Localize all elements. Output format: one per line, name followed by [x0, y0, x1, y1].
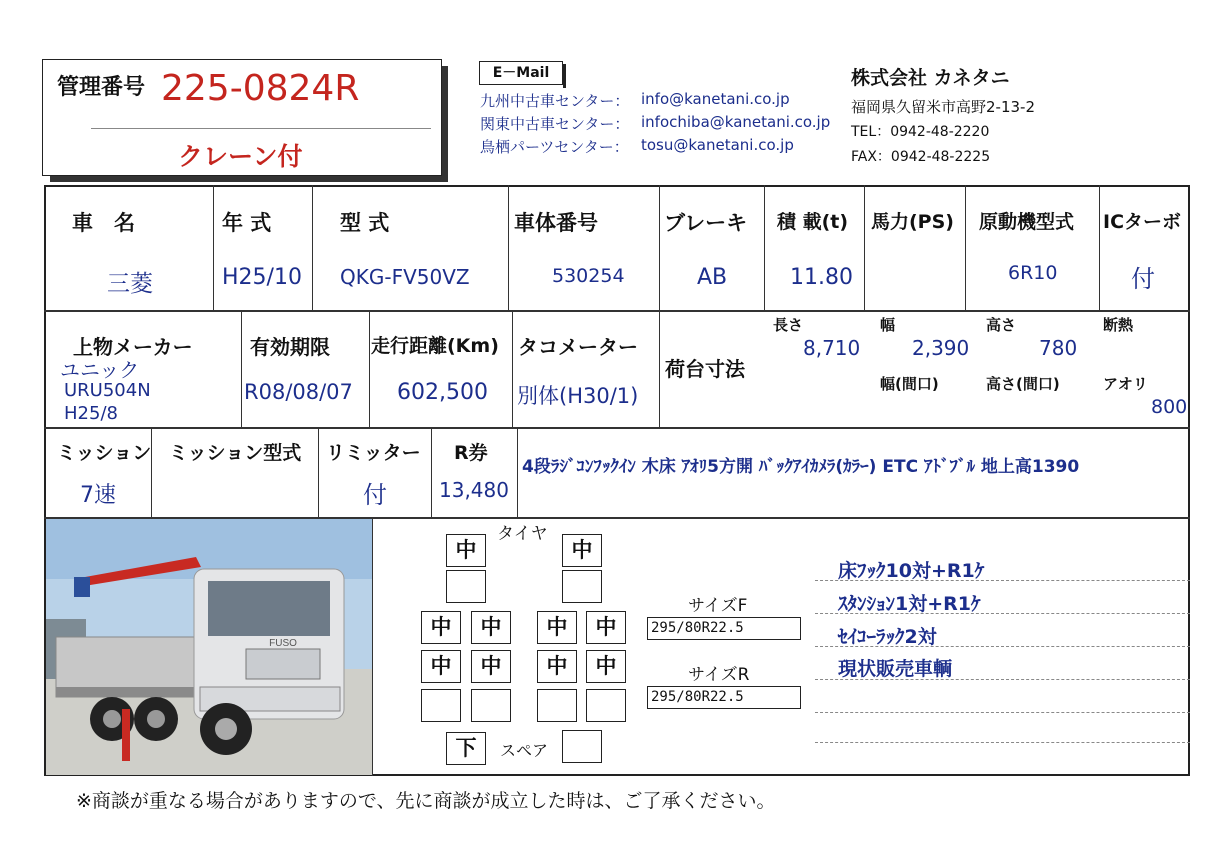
row1-sep-3	[508, 185, 509, 310]
mgmt-box	[42, 59, 442, 176]
label-mileage: 走行距離(Km)	[371, 335, 499, 357]
row1-sep-2	[312, 185, 313, 310]
label-length: 長さ	[773, 316, 804, 334]
label-aori: アオリ	[1103, 375, 1148, 393]
row1-sep-1	[213, 185, 214, 310]
equipment-notes: 4段ﾗｼﾞｺﾝﾌｯｸｲﾝ 木床 ｱｵﾘ5方開 ﾊﾞｯｸｱｲｶﾒﾗ(ｶﾗｰ) ETC ｱﾄﾞﾌﾞﾙ 地上高1390	[522, 457, 1080, 477]
tire-rear2-2: 中	[471, 650, 511, 683]
tire-front-right: 中	[562, 534, 602, 567]
truck-photo	[46, 519, 372, 775]
crane-label: クレーン付	[178, 142, 303, 171]
truck-photo-svg	[46, 519, 372, 775]
value-year: H25/10	[222, 265, 302, 290]
tire-front-left-2	[446, 570, 486, 603]
company-address: 福岡県久留米市高野2-13-2	[851, 98, 1035, 116]
value-inspection: R08/08/07	[244, 380, 353, 404]
tire-rear2-4: 中	[586, 650, 626, 683]
label-height: 高さ	[986, 316, 1017, 334]
note-line-6	[815, 742, 1190, 743]
email-label: E－Mail	[492, 65, 550, 81]
row3-sep-4	[517, 427, 518, 517]
tire-rear1-4: 中	[586, 611, 626, 644]
email-label-shadow	[563, 64, 566, 88]
email-label-box	[479, 61, 563, 85]
value-length: 8,710	[803, 336, 861, 360]
row2-sep-2	[369, 310, 370, 427]
center-tosu-email[interactable]: tosu@kanetani.co.jp	[641, 136, 794, 154]
value-r-ticket: 13,480	[439, 478, 509, 502]
label-year: 年 式	[222, 211, 272, 235]
row1-sep-8	[1099, 185, 1100, 310]
note-1: 床ﾌｯｸ10対+R1ｹ	[838, 560, 985, 582]
mgmt-label: 管理番号	[57, 75, 146, 100]
company-name: 株式会社 カネタニ	[851, 67, 1010, 89]
label-mission: ミッション	[57, 442, 152, 464]
tire-rear3-3	[537, 689, 577, 722]
size-f-label: サイズF	[688, 596, 748, 616]
value-limiter: 付	[363, 481, 387, 509]
row3-sep-2	[318, 427, 319, 517]
row1-sep-5	[764, 185, 765, 310]
value-aori: 800	[1151, 396, 1188, 418]
value-engine: 6R10	[1008, 262, 1058, 284]
value-maker: 三菱	[107, 271, 153, 297]
value-chassis: 530254	[552, 265, 625, 287]
tire-rear1-3: 中	[537, 611, 577, 644]
label-body-maker: 上物メーカー	[73, 335, 193, 359]
value-load: 11.80	[790, 265, 853, 290]
tire-spare: 下	[446, 732, 486, 765]
tire-rear2-1: 中	[421, 650, 461, 683]
size-r-label: サイズR	[688, 665, 750, 685]
value-mission: 7速	[80, 483, 116, 508]
tire-rear1-1: 中	[421, 611, 461, 644]
value-body-year: H25/8	[64, 403, 118, 424]
value-mileage: 602,500	[397, 380, 488, 405]
label-r-ticket: R券	[454, 442, 488, 464]
value-icturbo: 付	[1131, 265, 1155, 293]
tire-rear2-3: 中	[537, 650, 577, 683]
label-insulation: 断熱	[1103, 316, 1134, 334]
spare-label: スペア	[500, 741, 549, 760]
center-kanto-email[interactable]: infochiba@kanetani.co.jp	[641, 113, 831, 131]
row1-bottom	[44, 310, 1190, 312]
label-width-opening: 幅(間口)	[880, 375, 939, 393]
tire-rear1-2: 中	[471, 611, 511, 644]
label-hp: 馬力(PS)	[871, 211, 954, 233]
value-width: 2,390	[912, 336, 970, 360]
label-mission-type: ミッション型式	[169, 442, 302, 464]
row2-sep-4	[659, 310, 660, 427]
center-kyushu-name: 九州中古車センター：	[480, 92, 630, 110]
value-brake: AB	[697, 265, 728, 290]
tire-rear3-2	[471, 689, 511, 722]
footer-notice: ※商談が重なる場合がありますので、先に商談が成立した時は、ご了承ください。	[76, 790, 776, 812]
label-icturbo: ICターボ	[1103, 211, 1182, 233]
value-body-model: URU504N	[64, 380, 151, 401]
value-model: QKG-FV50VZ	[340, 265, 470, 289]
photo-divider	[372, 517, 373, 776]
mgmt-divider	[91, 128, 431, 129]
label-load: 積 載(t)	[777, 211, 849, 233]
row2-sep-3	[512, 310, 513, 427]
tire-front-left: 中	[446, 534, 486, 567]
label-inspection: 有効期限	[250, 335, 330, 359]
note-4: 現状販売車輌	[838, 658, 953, 680]
tire-rear3-1	[421, 689, 461, 722]
row1-sep-6	[864, 185, 865, 310]
size-r-value: 295/80R22.5	[647, 686, 801, 709]
label-model: 型 式	[340, 211, 390, 235]
label-width: 幅	[880, 316, 896, 334]
label-height-opening: 高さ(間口)	[986, 375, 1060, 393]
value-height: 780	[1039, 336, 1078, 360]
row1-sep-7	[965, 185, 966, 310]
label-tacho: タコメーター	[518, 335, 638, 359]
value-body-maker: ユニック	[60, 358, 140, 382]
row1-sep-4	[659, 185, 660, 310]
mgmt-number: 225-0824R	[161, 68, 360, 109]
label-brake: ブレーキ	[664, 211, 748, 235]
label-limiter: リミッター	[326, 442, 421, 464]
row3-sep-3	[431, 427, 432, 517]
truck-logo: FUSO	[269, 638, 297, 649]
row2-sep-1	[241, 310, 242, 427]
tire-front-right-2	[562, 570, 602, 603]
center-tosu-name: 鳥栖パーツセンター：	[480, 138, 629, 156]
row2-bottom	[44, 427, 1190, 429]
center-kyushu-email[interactable]: info@kanetani.co.jp	[641, 90, 790, 108]
tire-label: タイヤ	[497, 524, 548, 544]
center-kanto-name: 関東中古車センター：	[480, 115, 630, 133]
tire-rear3-4	[586, 689, 626, 722]
company-tel: TEL：0942-48-2220	[851, 124, 990, 140]
note-3: ｾｲｺｰﾗｯｸ2対	[838, 626, 937, 648]
company-fax: FAX：0942-48-2225	[851, 149, 991, 165]
label-engine: 原動機型式	[979, 211, 1075, 233]
note-2: ｽﾀﾝｼｮﾝ1対+R1ｹ	[838, 593, 981, 615]
tire-spare-2	[562, 730, 602, 763]
note-line-5	[815, 712, 1190, 713]
label-maker: 車 名	[72, 211, 135, 235]
label-chassis: 車体番号	[514, 211, 598, 235]
value-tacho: 別体(H30/1)	[517, 384, 639, 408]
size-f-value: 295/80R22.5	[647, 617, 801, 640]
label-bed-dims: 荷台寸法	[665, 357, 745, 381]
